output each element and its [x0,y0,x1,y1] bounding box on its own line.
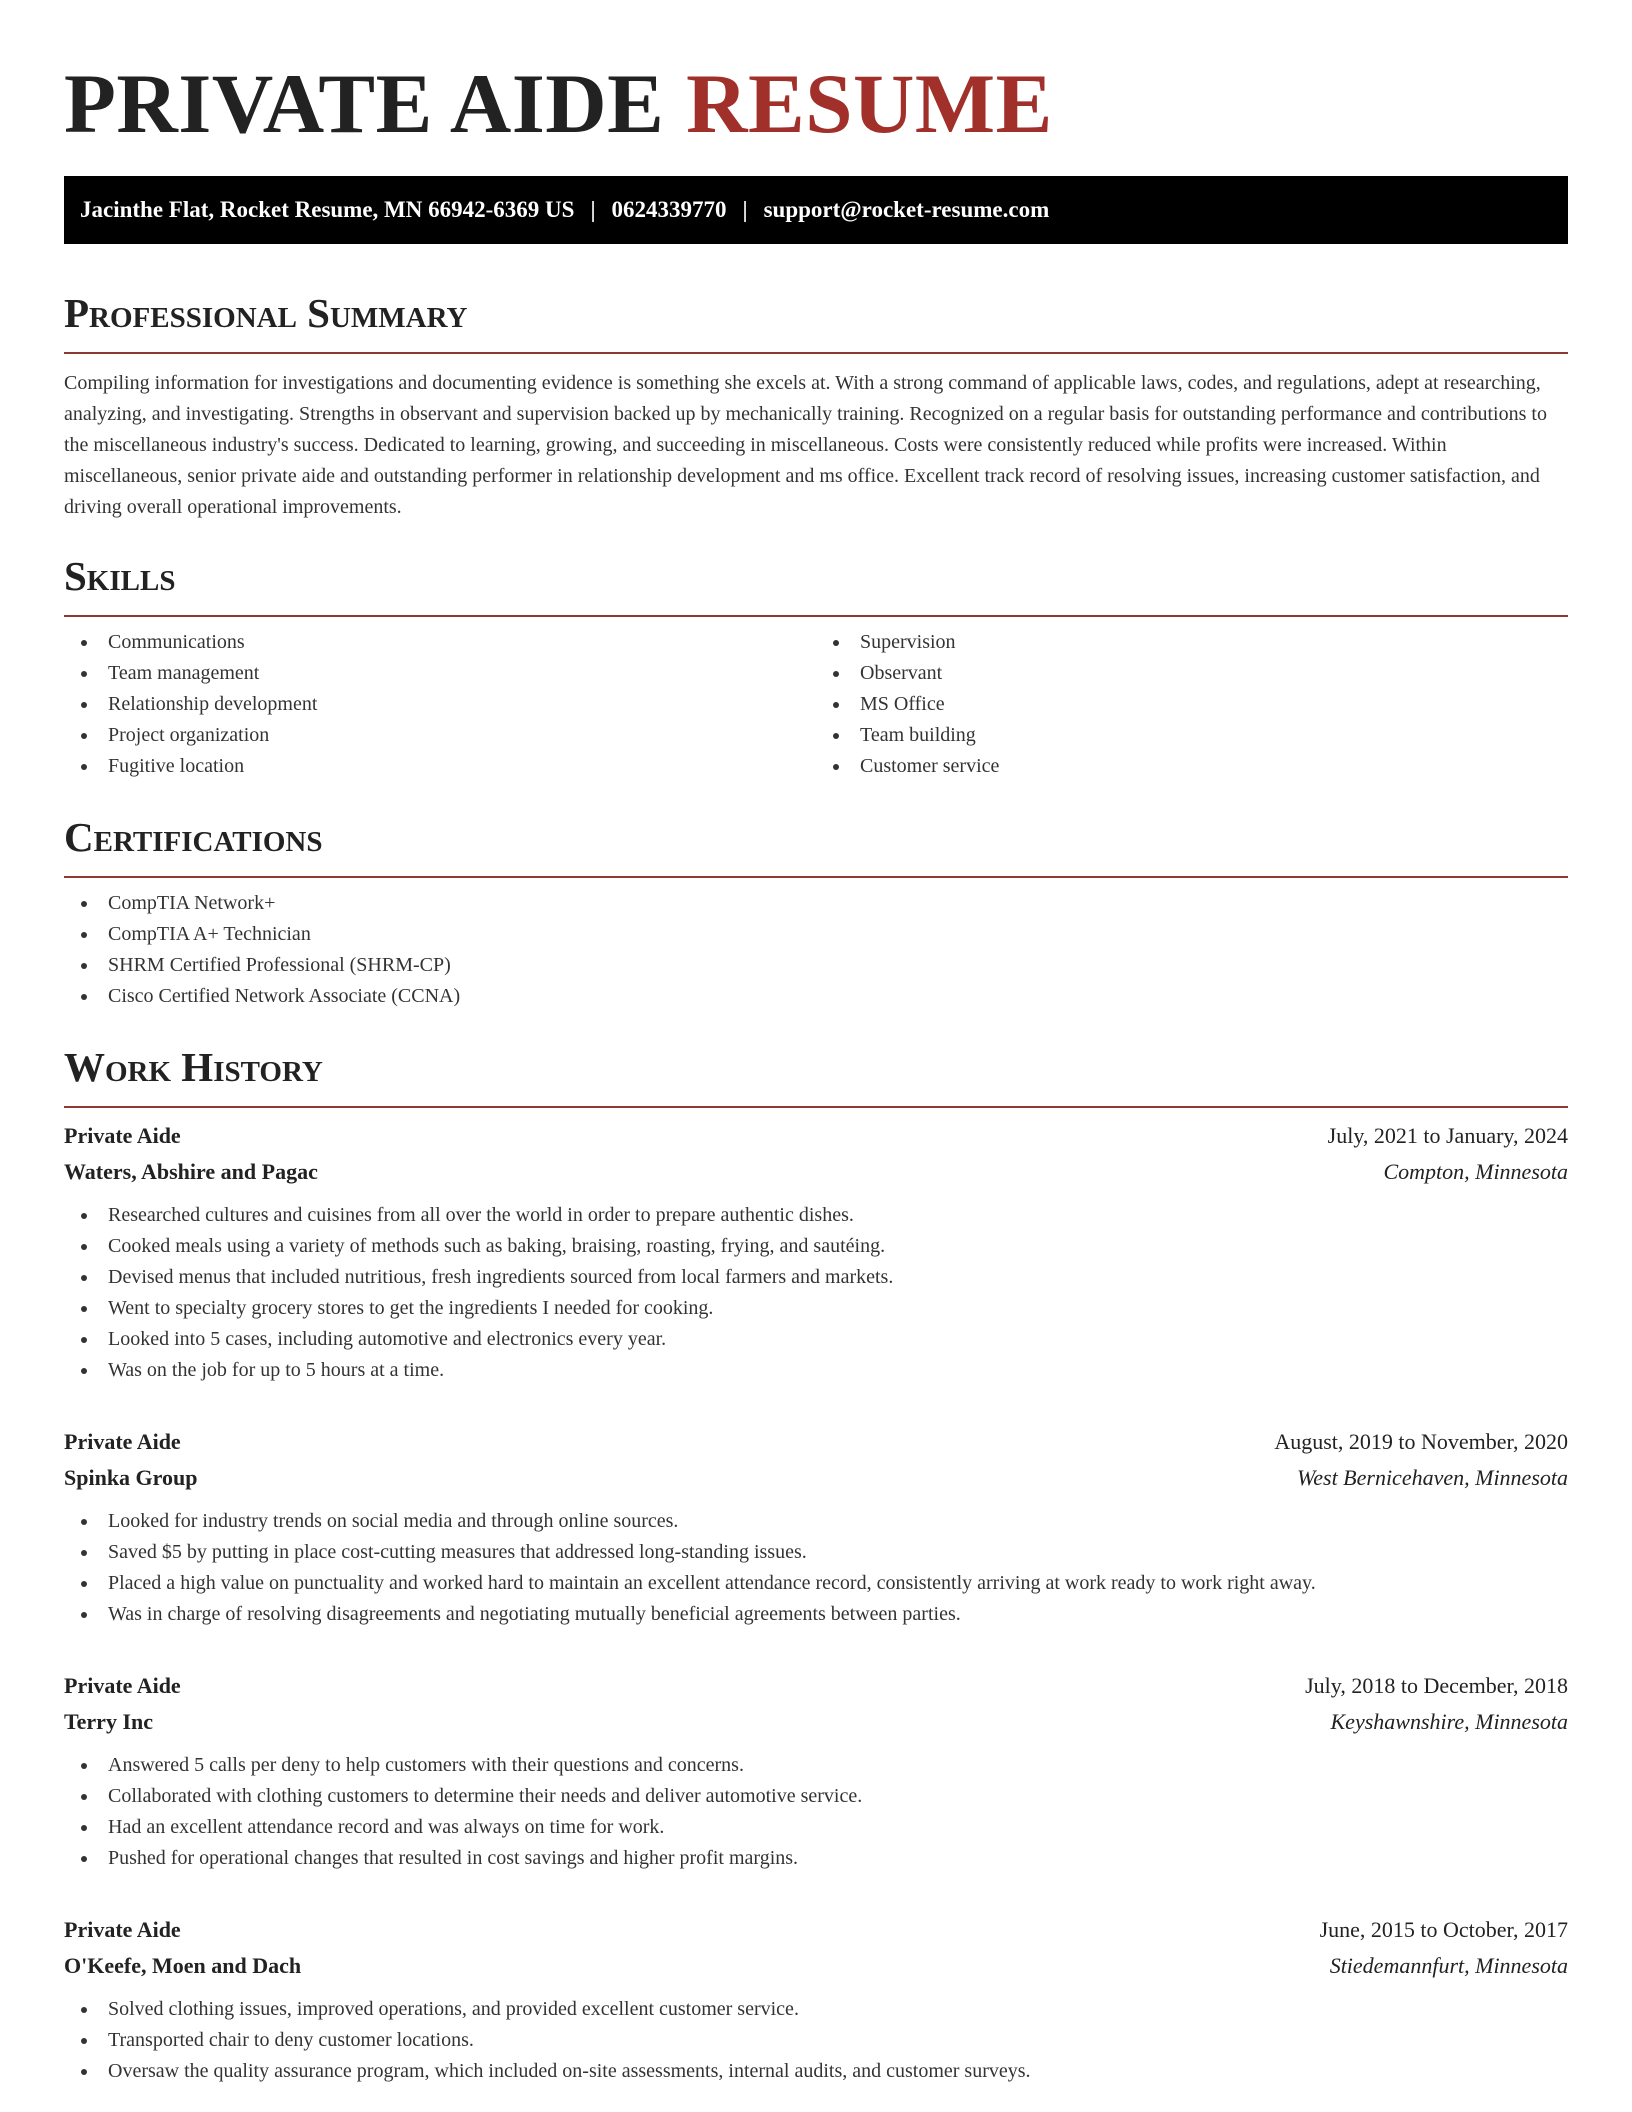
skills-section [64,551,1568,782]
certifications-section [64,812,1568,1012]
skill-item: Communications [64,627,816,658]
certifications-heading: Certifications [64,814,323,860]
skills-list-left [64,627,816,782]
job-company: O'Keefe, Moen and Dach [64,1953,302,1978]
job-duty-item: Devised menus that included nutritious, fresh ingredients sourced from local farmers and markets. [64,1262,1568,1293]
job-company: Terry Inc [64,1709,154,1734]
skill-item: Observant [816,658,1568,689]
certification-item: Cisco Certified Network Associate (CCNA) [64,981,1568,1012]
certification-item: CompTIA A+ Technician [64,919,1568,950]
contact-address: Jacinthe Flat, Rocket Resume, MN 66942-6369 US [80,197,575,222]
job-duty-item: Collaborated with clothing customers to determine their needs and deliver automotive service. [64,1781,1568,1812]
job-duty-item: Answered 5 calls per deny to help customers with their questions and concerns. [64,1750,1568,1781]
section-divider [64,1106,1568,1108]
job-subheader-row [64,1948,1568,1984]
skills-heading: Skills [64,553,176,599]
skill-item: Supervision [816,627,1568,658]
job-title: Private Aide [64,1429,181,1454]
job-header-row [64,1118,1568,1154]
job-duty-item: Was in charge of resolving disagreements and negotiating mutually beneficial agreements between parties. [64,1599,1568,1630]
job-duty-item: Saved $5 by putting in place cost-cutting measures that addressed long-standing issues. [64,1537,1568,1568]
summary-text: Compiling information for investigations and documenting evidence is something she excels at. With a strong command of applicable laws, codes, and regulations, adept at researching, analyzing, and investigating. Strengths in observant and supervision backed up by mechanically training. Recognized on a regular basis for outstanding performance and contributions to the miscellaneous industry's success. Dedicated to learning, growing, and succeeding in miscellaneous. Costs were consistently reduced while profits were increased. Within miscellaneous, senior private aide and outstanding performer in relationship development and ms office. Excellent track record of resolving issues, increasing customer satisfaction, and driving overall operational improvements. [64,372,1547,518]
skill-item: MS Office [816,689,1568,720]
section-divider [64,352,1568,354]
job-entry [64,1668,1568,1874]
section-divider [64,876,1568,878]
job-header-row [64,1424,1568,1460]
job-duty-item: Went to specialty grocery stores to get the ingredients I needed for cooking. [64,1293,1568,1324]
job-entry [64,1118,1568,1386]
job-location: Stiedemannfurt, Minnesota [1329,1953,1568,1978]
job-subheader-row [64,1154,1568,1190]
summary-section [64,288,1568,523]
job-duty-item: Placed a high value on punctuality and worked hard to maintain an excellent attendance record, consistently arriving at work ready to work right away. [64,1568,1568,1599]
job-duty-item: Was on the job for up to 5 hours at a time. [64,1355,1568,1386]
skill-item: Relationship development [64,689,816,720]
resume-title [64,54,1568,154]
job-title: Private Aide [64,1123,181,1148]
job-duty-item: Cooked meals using a variety of methods such as baking, braising, roasting, frying, and sautéing. [64,1231,1568,1262]
contact-phone: 0624339770 [611,197,727,222]
job-duties-list [64,1750,1568,1874]
job-duty-item: Transported chair to deny customer locations. [64,2025,1568,2056]
job-duties-list [64,1506,1568,1630]
job-dates: July, 2021 to January, 2024 [1327,1123,1568,1148]
job-company: Spinka Group [64,1465,198,1490]
contact-bar [64,176,1568,244]
contact-email: support@rocket-resume.com [763,197,1050,222]
job-dates: July, 2018 to December, 2018 [1305,1673,1568,1698]
job-subheader-row [64,1460,1568,1496]
job-company: Waters, Abshire and Pagac [64,1159,318,1184]
job-title: Private Aide [64,1917,181,1942]
contact-separator: | [742,197,748,222]
job-duty-item: Pushed for operational changes that resulted in cost savings and higher profit margins. [64,1843,1568,1874]
job-duty-item: Oversaw the quality assurance program, which included on-site assessments, internal audits, and customer surveys. [64,2056,1568,2087]
job-location: Compton, Minnesota [1383,1159,1568,1184]
section-divider [64,615,1568,617]
skill-item: Project organization [64,720,816,751]
job-subheader-row [64,1704,1568,1740]
skills-grid [64,627,1568,782]
skill-item: Team building [816,720,1568,751]
job-duties-list [64,1994,1568,2087]
job-dates: June, 2015 to October, 2017 [1319,1917,1568,1942]
job-duty-item: Researched cultures and cuisines from all over the world in order to prepare authentic dishes. [64,1200,1568,1231]
job-title: Private Aide [64,1673,181,1698]
title-main: PRIVATE AIDE [64,57,665,151]
job-header-row [64,1912,1568,1948]
job-duty-item: Had an excellent attendance record and was always on time for work. [64,1812,1568,1843]
job-entry [64,1912,1568,2087]
work-history-heading: Work History [64,1044,323,1090]
job-duty-item: Solved clothing issues, improved operations, and provided excellent customer service. [64,1994,1568,2025]
work-history-section [64,1042,1568,2087]
job-entry [64,1424,1568,1630]
summary-heading: Professional Summary [64,290,468,336]
skill-item: Fugitive location [64,751,816,782]
title-accent: RESUME [686,57,1053,151]
skill-item: Team management [64,658,816,689]
job-duty-item: Looked for industry trends on social media and through online sources. [64,1506,1568,1537]
skill-item: Customer service [816,751,1568,782]
job-location: West Bernicehaven, Minnesota [1296,1465,1568,1490]
job-dates: August, 2019 to November, 2020 [1274,1429,1568,1454]
certification-item: CompTIA Network+ [64,888,1568,919]
certification-item: SHRM Certified Professional (SHRM-CP) [64,950,1568,981]
contact-separator: | [590,197,596,222]
job-header-row [64,1668,1568,1704]
skills-list-right [816,627,1568,782]
job-duty-item: Looked into 5 cases, including automotive and electronics every year. [64,1324,1568,1355]
certifications-list [64,888,1568,1012]
job-duties-list [64,1200,1568,1386]
job-location: Keyshawnshire, Minnesota [1330,1709,1568,1734]
